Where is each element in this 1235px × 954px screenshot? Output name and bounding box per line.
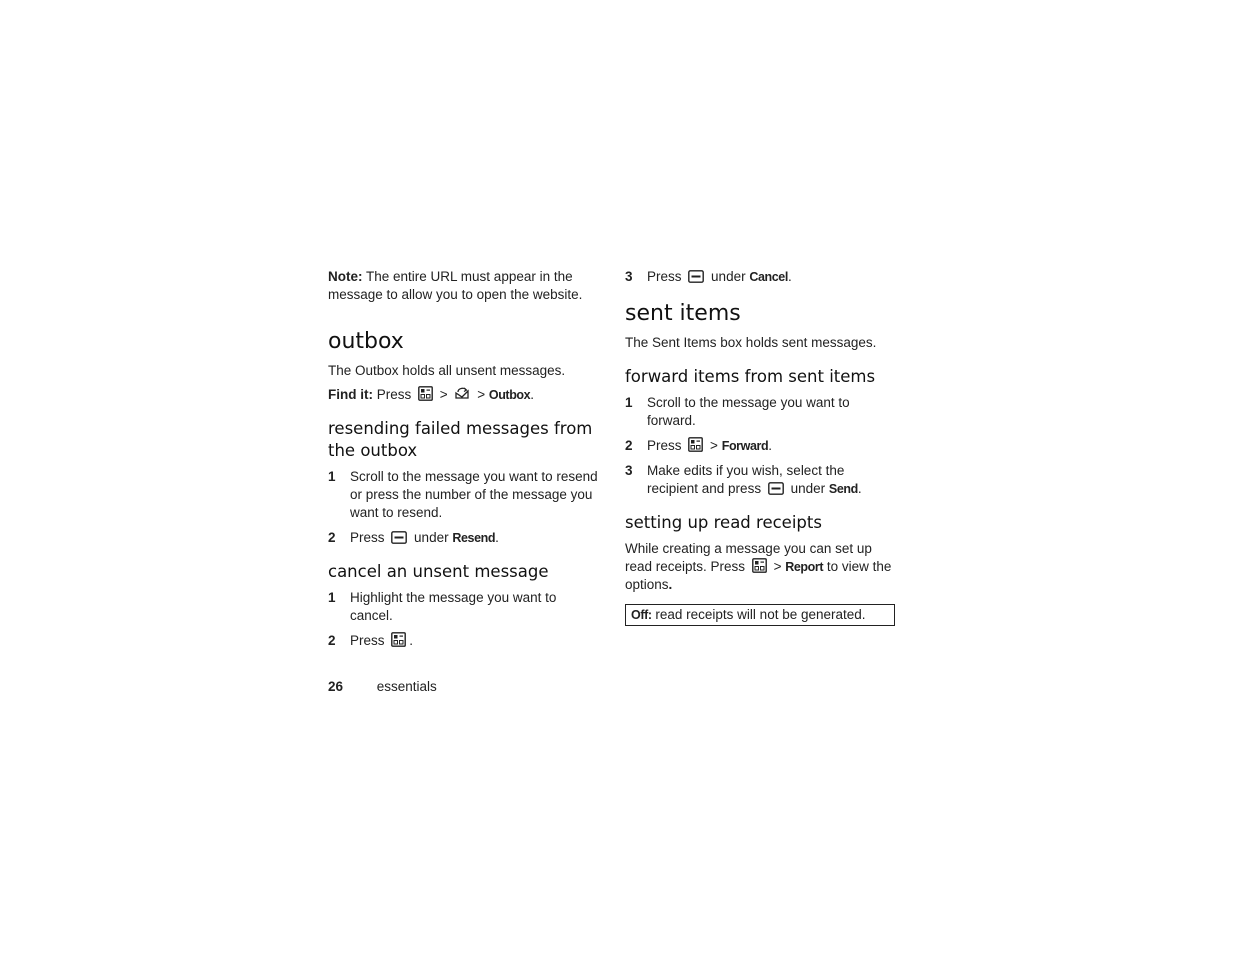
outbox-menu-item: Outbox xyxy=(488,388,531,402)
menu-key-icon xyxy=(418,386,433,401)
step-number: 3 xyxy=(625,463,633,478)
off-option-key: Off: xyxy=(631,608,652,622)
forward-key: Forward xyxy=(721,439,769,453)
page-footer xyxy=(328,679,437,694)
find-it-label: Find it: xyxy=(328,387,373,402)
cancel-key: Cancel xyxy=(749,270,788,284)
step-text: Make edits if you wish, select the recipient and press under Send. xyxy=(647,463,862,496)
step-number: 1 xyxy=(328,469,336,484)
step-text: Press > Forward. xyxy=(647,438,772,453)
menu-key-icon xyxy=(391,632,406,647)
left-column xyxy=(328,268,598,657)
messages-icon xyxy=(454,386,470,401)
receipts-heading: setting up read receipts xyxy=(625,513,822,532)
step-under: under xyxy=(711,269,746,284)
resend-heading: resending failed messages from the outbox xyxy=(328,419,593,460)
options-table xyxy=(625,604,895,626)
off-option-text: read receipts will not be generated. xyxy=(655,607,866,622)
sent-items-description: The Sent Items box holds sent messages. xyxy=(625,335,877,350)
resend-key: Resend xyxy=(452,531,496,545)
outbox-description: The Outbox holds all unsent messages. xyxy=(328,363,566,378)
step-press: Press xyxy=(647,269,682,284)
receipts-text-b: to view the options xyxy=(625,559,892,592)
menu-key-icon xyxy=(688,437,703,452)
step-press: Press xyxy=(350,530,385,545)
cancel-step-1 xyxy=(328,589,598,625)
cancel-step-2 xyxy=(328,632,598,650)
step-text: Scroll to the message you want to resend or press the number of the message you want to resend. xyxy=(350,469,598,520)
receipts-text-a: While creating a message you can set up read receipts. Press xyxy=(625,541,872,574)
find-it-press: Press xyxy=(376,387,412,402)
soft-key-icon xyxy=(391,531,407,544)
note-text: The entire URL must appear in the message to allow you to open the website. xyxy=(328,269,583,302)
step-number: 3 xyxy=(625,269,633,284)
step-text: Press . xyxy=(350,633,414,648)
section-name: essentials xyxy=(376,679,437,694)
step-text: Highlight the message you want to cancel. xyxy=(350,590,557,623)
step-text: Press under Resend. xyxy=(350,530,499,545)
note-label: Note: xyxy=(328,269,363,284)
find-it-gt-1: > xyxy=(439,387,448,402)
soft-key-icon xyxy=(768,482,784,495)
step-under: under xyxy=(790,481,826,496)
step-number: 2 xyxy=(328,530,336,545)
report-key: Report xyxy=(785,560,824,574)
cancel-heading: cancel an unsent message xyxy=(328,562,549,581)
step-press: Press xyxy=(350,633,385,648)
step-press: Press xyxy=(647,438,682,453)
outbox-title: outbox xyxy=(328,329,404,354)
forward-heading: forward items from sent items xyxy=(625,367,876,386)
step-text: Press under Cancel. xyxy=(647,269,792,284)
forward-step-2 xyxy=(625,437,897,455)
soft-key-icon xyxy=(688,270,704,283)
forward-step-1 xyxy=(625,394,897,430)
forward-step-3 xyxy=(625,462,897,498)
send-key: Send xyxy=(828,482,858,496)
step-instruction: Make edits if you wish, select the recipient and press xyxy=(647,463,845,496)
receipts-gt: > xyxy=(773,559,782,574)
resend-step-1 xyxy=(328,468,598,522)
receipts-description: While creating a message you can set up read receipts. Press > Report to view the options. xyxy=(625,541,892,592)
note xyxy=(328,268,598,304)
resend-step-2 xyxy=(328,529,598,547)
find-it-path: Find it: Press > > Outbox. xyxy=(328,387,534,402)
step-number: 1 xyxy=(625,395,633,410)
find-it-gt-2: > xyxy=(477,387,486,402)
right-column xyxy=(625,268,897,626)
step-number: 1 xyxy=(328,590,336,605)
step-number: 2 xyxy=(328,633,336,648)
menu-key-icon xyxy=(752,558,767,573)
page-number: 26 xyxy=(328,679,344,694)
step-gt: > xyxy=(710,438,718,453)
cancel-step-3 xyxy=(625,268,897,286)
step-under: under xyxy=(414,530,449,545)
step-number: 2 xyxy=(625,438,633,453)
sent-items-title: sent items xyxy=(625,301,741,326)
step-text: Scroll to the message you want to forward. xyxy=(647,395,850,428)
